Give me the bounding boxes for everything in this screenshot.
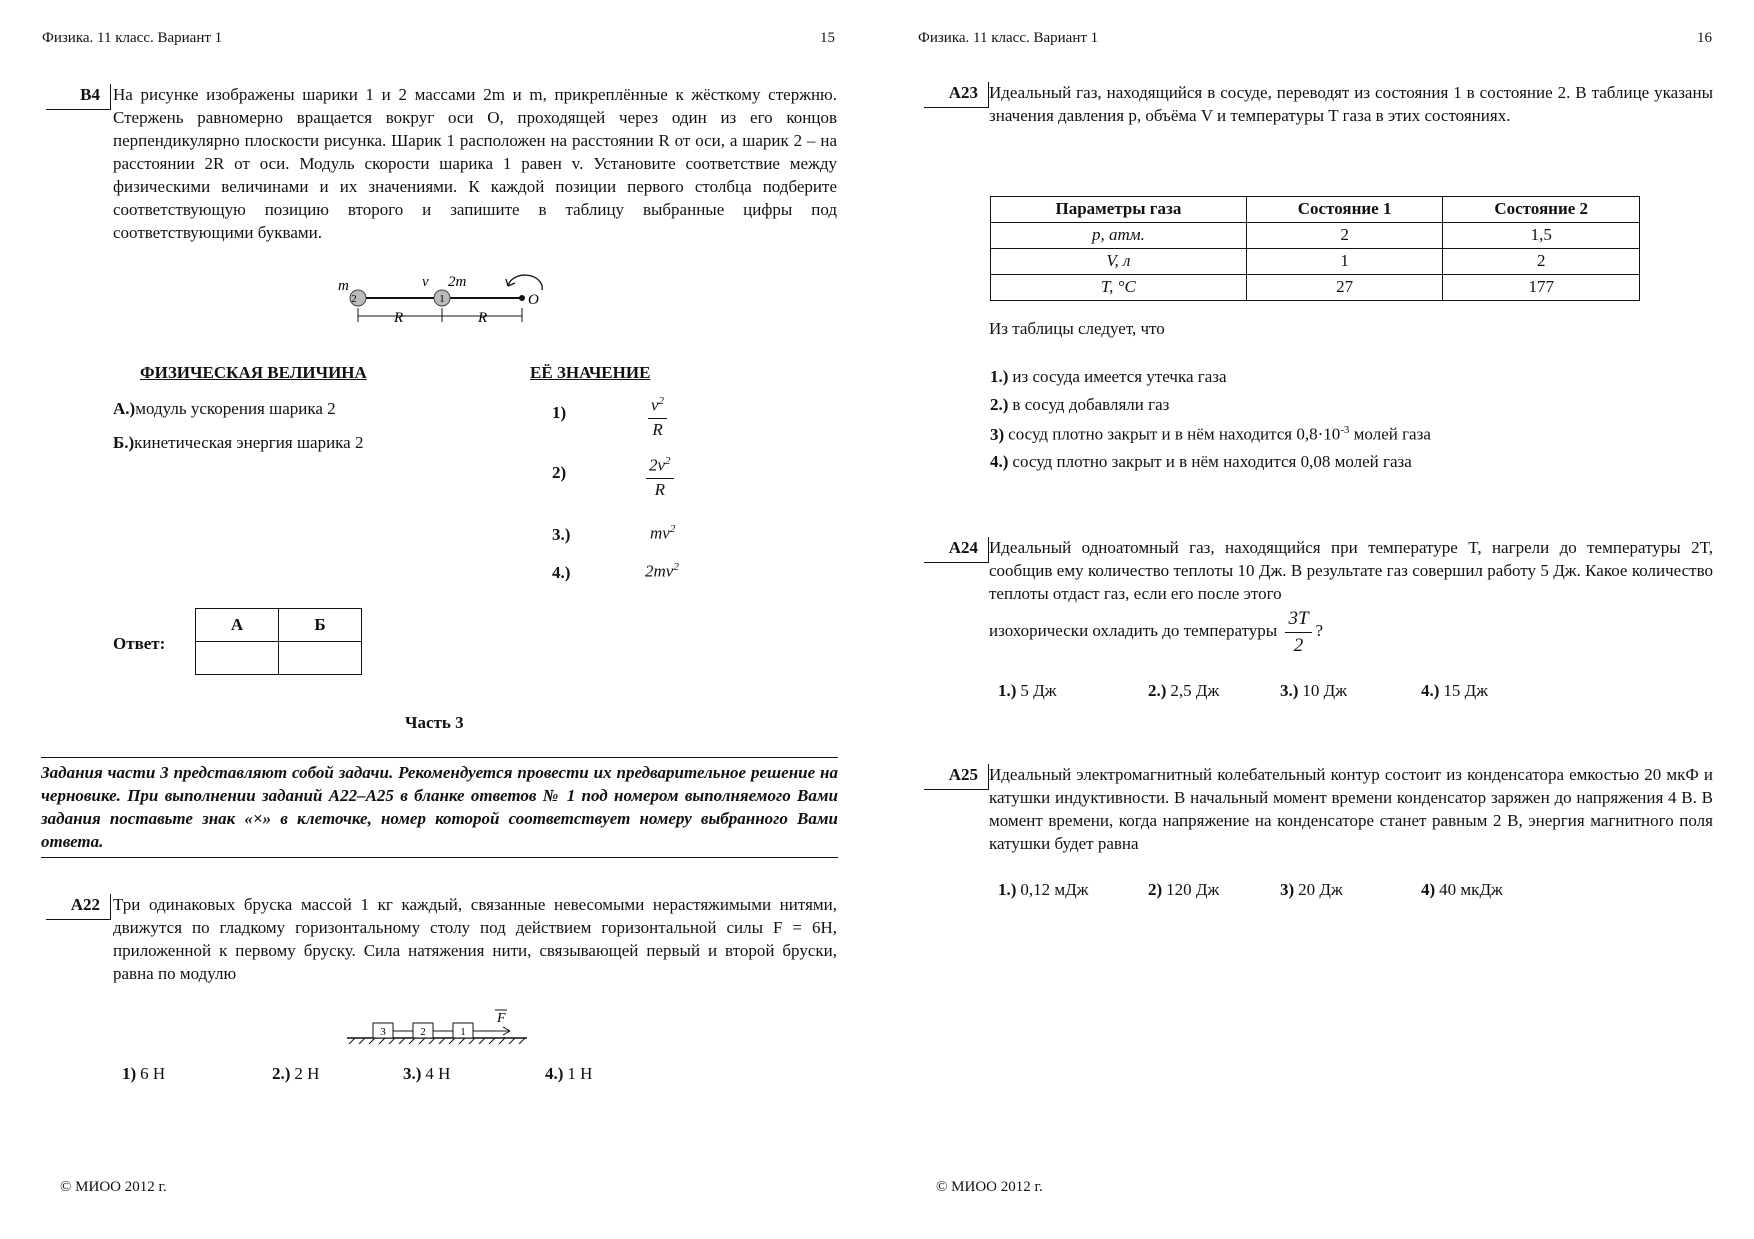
rotation-arrow <box>508 275 542 290</box>
task-a22-tag: A22 <box>46 894 111 920</box>
task-a24-text-2: изохорически охладить до температуры $\frac{3T}{2}$ ? <box>989 606 1323 658</box>
value-2-expr: $\frac{2v^2}{R}$ <box>646 454 674 502</box>
answer-label: Ответ: <box>113 634 166 653</box>
surface-hatching <box>349 1038 525 1044</box>
task-a23-tag: A23 <box>924 82 989 108</box>
task-a25-text: Идеальный электромагнитный колебательный контур состоит из конденсатора емкостью 20 мкФ и катушки индуктивности. В начальный момент времени конденсатор заряжен до напряжения 4 В. В момент времени, когда напряжение на конденсаторе станет равным 2 В, энергия магнитного поля катушки будет равна <box>989 765 1713 853</box>
value-3-num: 3.) <box>552 525 571 544</box>
gas-table-header: Состояние 1 <box>1246 197 1443 223</box>
rotating-rod-figure <box>330 268 555 326</box>
a23-lead: Из таблицы следует, что <box>989 319 1165 338</box>
value-1-expr: $\frac{v^2}{R}$ <box>648 394 667 442</box>
value-4-expr: $2mv^2$ <box>645 561 679 581</box>
a23-option-4[interactable]: 4.) сосуд плотно закрыт и в нём находится 0,08 молей газа <box>990 452 1412 471</box>
value-4-num: 4.) <box>552 563 571 582</box>
a25-option-3[interactable]: 3) 20 Дж <box>1280 880 1343 899</box>
table-row: T, °С 27 177 <box>991 274 1640 300</box>
table-row: V, л 1 2 <box>991 248 1640 274</box>
right-page-header: Физика. 11 класс. Вариант 1 <box>918 30 1099 46</box>
answer-cell-a[interactable] <box>196 642 279 675</box>
task-b4-text: На рисунке изображены шарики 1 и 2 массами 2m и m, прикреплённые к жёсткому стержню. Стержень равномерно вращается вокруг оси O, проходящей через один из его концов перпендикулярно плоскости рисунка. Шарик 1 расположен на расстоянии R от оси, а шарик 2 – на расстоянии 2R от оси. Модуль скорости шарика 1 равен v. Установите соответствие между физическими величинами и их значениями. К каждой позиции первого столбца подберите соответствующую позицию второго и запишите в таблицу выбранные цифры под соответствующими буквами. <box>113 85 837 242</box>
task-a23-text: Идеальный газ, находящийся в сосуде, переводят из состояния 1 в состояние 2. В таблице указаны значения давления p, объёма V и температуры T газа в этих состояниях. <box>989 83 1713 125</box>
table-row: p, атм. 2 1,5 <box>991 222 1640 248</box>
part3-title: Часть 3 <box>405 713 464 732</box>
block-1-label: 1 <box>460 1026 466 1038</box>
axis-o-point <box>519 295 525 301</box>
gas-table-header: Параметры газа <box>991 197 1247 223</box>
answer-cell-b[interactable] <box>279 642 362 675</box>
block-2-label: 2 <box>420 1026 426 1038</box>
col1-header: ФИЗИЧЕСКАЯ ВЕЛИЧИНА <box>140 363 367 382</box>
answer-table <box>195 608 362 675</box>
a25-option-4[interactable]: 4) 40 мкДж <box>1421 880 1503 899</box>
task-a22-text: Три одинаковых бруска массой 1 кг каждый, связанные невесомыми нерастяжимыми нитями, движутся по гладкому горизонтальному столу под действием горизонтальной силы F = 6Н, приложенной к первому бруску. Сила натяжения нити, связывающей первый и второй бруски, равна по модулю <box>113 895 837 983</box>
gas-params-table <box>990 196 1640 301</box>
answer-col-a: А <box>196 609 279 642</box>
task-b4-tag: B4 <box>46 84 111 110</box>
col2-header: ЕЁ ЗНАЧЕНИЕ <box>530 363 651 382</box>
right-page-footer: © МИОО 2012 г. <box>936 1179 1043 1195</box>
a23-option-2[interactable]: 2.) в сосуд добавляли газ <box>990 395 1170 414</box>
a22-option-1[interactable]: 1) 6 Н <box>122 1064 166 1083</box>
left-page-number: 15 <box>820 30 835 46</box>
part3-top-rule <box>41 757 838 758</box>
ball-1-number: 1 <box>439 293 445 305</box>
label-2m: 2m <box>448 274 467 290</box>
task-a25-tag: A25 <box>924 764 989 790</box>
a25-option-2[interactable]: 2) 120 Дж <box>1148 880 1220 899</box>
part3-bottom-rule <box>41 857 838 858</box>
quantity-b: Б.)кинетическая энергия шарика 2 <box>113 433 364 452</box>
a22-option-4[interactable]: 4.) 1 Н <box>545 1064 593 1083</box>
task-a24-text: Идеальный одноатомный газ, находящийся при температуре T, нагрели до температуры 2T, сообщив ему количество теплоты 10 Дж. В результате газ совершил работу 5 Дж. Какое количество теплоты отдаст газ, если его после этого <box>989 538 1713 603</box>
task-a24-tag: A24 <box>924 537 989 563</box>
left-page-header: Физика. 11 класс. Вариант 1 <box>42 30 223 46</box>
blocks-figure <box>345 1004 530 1044</box>
a24-temperature-fraction: $\frac{3T}{2}$ <box>1285 606 1311 658</box>
a24-option-2[interactable]: 2.) 2,5 Дж <box>1148 681 1220 700</box>
block-3-label: 3 <box>380 1026 386 1038</box>
value-2-num: 2) <box>552 463 567 482</box>
label-r-2: R <box>478 310 488 326</box>
a23-option-1[interactable]: 1.) из сосуда имеется утечка газа <box>990 367 1227 386</box>
a24-option-1[interactable]: 1.) 5 Дж <box>998 681 1057 700</box>
label-o: O <box>528 292 539 308</box>
right-page-number: 16 <box>1697 30 1712 46</box>
gas-table-header: Состояние 2 <box>1443 197 1640 223</box>
label-m: m <box>338 278 349 294</box>
force-label: F <box>497 1011 506 1026</box>
a22-option-2[interactable]: 2.) 2 Н <box>272 1064 320 1083</box>
value-1-num: 1) <box>552 403 567 422</box>
ball-2-number: 2 <box>351 293 357 305</box>
answer-col-b: Б <box>279 609 362 642</box>
a24-option-3[interactable]: 3.) 10 Дж <box>1280 681 1348 700</box>
a22-option-3[interactable]: 3.) 4 Н <box>403 1064 451 1083</box>
part3-instructions: Задания части 3 представляют собой задачи. Рекомендуется провести их предварительное решение на черновике. При выполнении заданий А22–А25 в бланке ответов № 1 под номером выполняемого Вами задания поставьте знак «×» в клеточке, номер которой соответствует номеру выбранного Вами ответа. <box>41 763 838 851</box>
quantity-a: А.)модуль ускорения шарика 2 <box>113 399 336 418</box>
label-r-1: R <box>394 310 404 326</box>
label-v: v <box>422 274 429 290</box>
a25-option-1[interactable]: 1.) 0,12 мДж <box>998 880 1089 899</box>
a24-option-4[interactable]: 4.) 15 Дж <box>1421 681 1489 700</box>
left-page-footer: © МИОО 2012 г. <box>60 1179 167 1195</box>
a23-option-3[interactable]: 3) сосуд плотно закрыт и в нём находится $0,8\cdot 10^{-3}$ молей газа <box>990 424 1431 444</box>
value-3-expr: $mv^2$ <box>650 523 676 543</box>
